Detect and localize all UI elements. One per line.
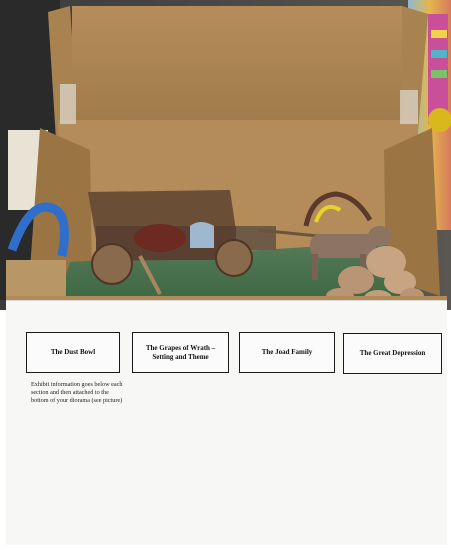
shelf-stripe (431, 50, 447, 58)
exhibit-note: Exhibit information goes below each section and then attached to the bottom of your diorama (see picture) (31, 381, 123, 405)
label-grapes-of-wrath (132, 332, 229, 373)
label-dust-bowl (26, 332, 120, 373)
box-back-top (72, 6, 402, 126)
shelf-stripe (431, 70, 447, 78)
label-text: The Dust Bowl (50, 348, 96, 357)
tape (400, 90, 418, 124)
box-front-left (6, 260, 66, 300)
tape (60, 84, 76, 124)
shelf-stripe (431, 30, 447, 38)
label-joad-family (239, 332, 335, 373)
label-text: The Grapes of Wrath – Setting and Theme (145, 343, 216, 361)
label-great-depression (343, 333, 442, 374)
label-text: The Joad Family (261, 348, 313, 357)
label-text: The Great Depression (359, 349, 426, 358)
